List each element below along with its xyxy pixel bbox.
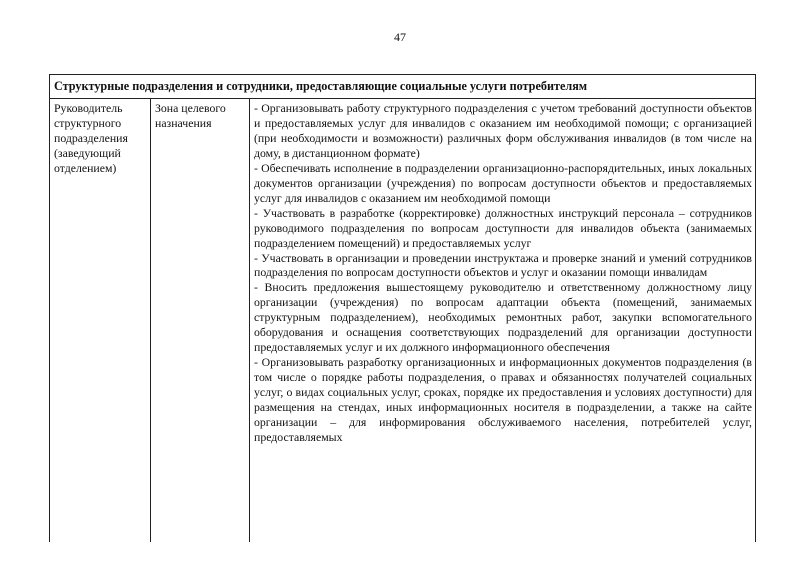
zone-cell: Зона целевого назначения bbox=[151, 99, 250, 542]
role-cell: Руководитель структурного подразделения (заведующий отделением) bbox=[50, 99, 151, 542]
page-number: 47 bbox=[394, 30, 406, 44]
duties-table bbox=[49, 74, 756, 542]
duty-item: - Организовывать разработку организационных и информационных документов подразделения (в том числе о порядке работы подразделения, о правах и обязанностях получателей социальных услуг, о видах социальных услуг, сроках, порядке их предоставления и условиях доступности) для размещения на стендах, иных информационных носителя в подразделении, а также на сайте организации – для информирования обслуживаемого населения, потребителей услуг, предоставляемых bbox=[254, 355, 752, 444]
duty-item: - Организовывать работу структурного подразделения с учетом требований доступности объектов и предоставляемых услуг для инвалидов с оказанием им необходимой помощи; с организацией (при необходимости и возможности) различных форм обслуживания инвалидов (в том числе на дому, в дистанционном формате) bbox=[254, 101, 752, 160]
table-row bbox=[50, 99, 755, 542]
duty-item: - Участвовать в разработке (корректировке) должностных инструкций персонала – сотрудников руководимого подразделения по вопросам доступности для инвалидов объекта (занимаемых подразделением помещений) и предоставляемых услуг bbox=[254, 205, 752, 250]
duty-item: - Вносить предложения вышестоящему руководителю и ответственному должностному лицу организации (учреждения) по вопросам адаптации объекта (помещений, занимаемых структурным подразделением), необходимых ремонтных работ, закупки вспомогательного оборудования и оснащения соответствующих подразделений для организации доступности предоставляемых услуг и их должного информационного обеспечения bbox=[254, 280, 752, 355]
duties-cell bbox=[250, 99, 755, 542]
duty-item: - Обеспечивать исполнение в подразделении организационно-распорядительных, иных локальных документов организации (учреждения) по вопросам доступности объектов и предоставляемых услуг для инвалидов с оказанием им необходимой помощи bbox=[254, 160, 752, 205]
table-section-heading: Структурные подразделения и сотрудники, предоставляющие социальные услуги потребителям bbox=[50, 75, 755, 99]
duty-item: - Участвовать в организации и проведении инструктажа и проверке знаний и умений сотрудников подразделения по вопросам доступности объектов и услуг и оказании помощи инвалидам bbox=[254, 250, 752, 280]
